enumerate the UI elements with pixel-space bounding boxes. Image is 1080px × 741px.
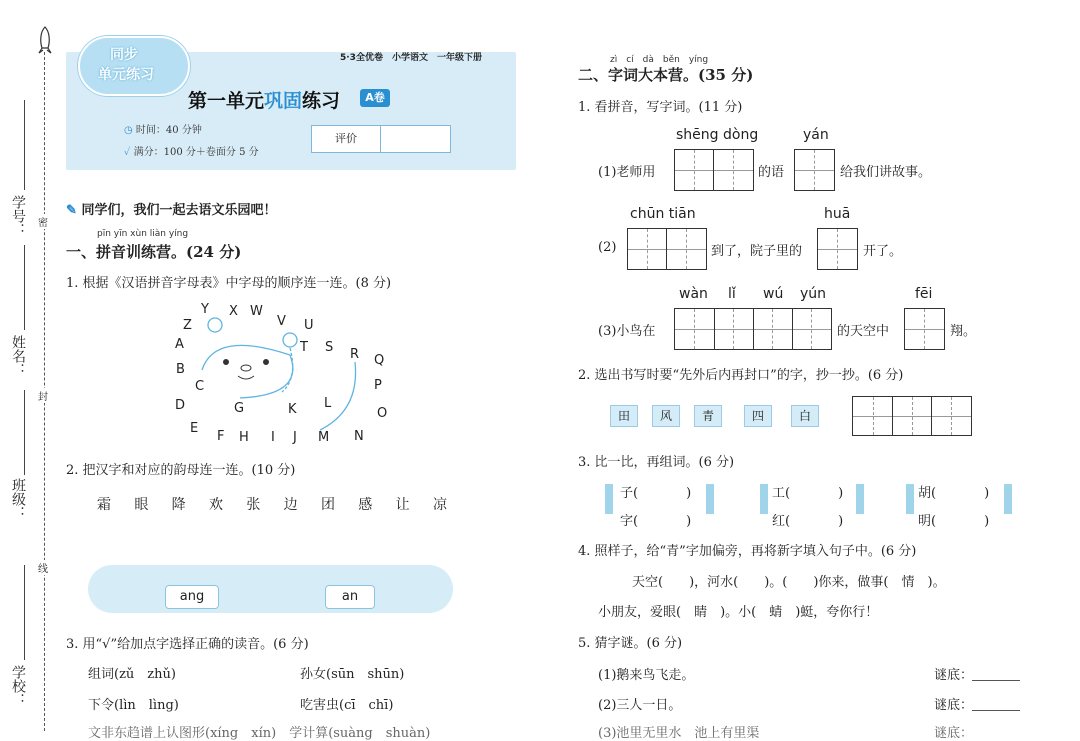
hanzi-char[interactable]: 感 xyxy=(358,497,373,513)
q3-item[interactable]: 文非东趋谱上认图形(xíng xín) 学计算(suàng shuàn) xyxy=(88,726,431,741)
letter-O: O xyxy=(377,406,388,421)
q3-item[interactable]: 吃害虫(cī chī) xyxy=(300,698,394,713)
section1-title: 一、拼音训练营。(24 分) xyxy=(66,243,242,261)
choice-tile[interactable]: 四 xyxy=(744,405,772,427)
page-title xyxy=(188,86,340,113)
answer-label: 谜底： xyxy=(934,668,974,683)
pair-item[interactable]: 明( ) xyxy=(918,514,990,529)
r1-post: 给我们讲故事。 xyxy=(840,165,932,180)
copy-grid[interactable] xyxy=(852,396,972,436)
r3-post: 翔。 xyxy=(950,324,977,339)
section2-title: 二、字词大本营。(35 分) xyxy=(578,66,754,84)
seal-mark-xian: 线 xyxy=(38,560,48,575)
title-part-3: 练习 xyxy=(302,90,341,112)
final-an[interactable]: an xyxy=(325,585,375,609)
student-id-blank[interactable] xyxy=(24,100,25,190)
r2-mid: 到了，院子里的 xyxy=(711,244,803,259)
q4-line-2[interactable]: 小朋友，爱眼( 睛 )。小( 蜻 )蜓，夸你行！ xyxy=(598,605,879,620)
pinyin-wu: wú xyxy=(763,286,784,302)
hanzi-row xyxy=(97,494,447,514)
hanzi-char[interactable]: 眼 xyxy=(134,497,149,513)
letter-F: F xyxy=(217,429,225,444)
pair-item[interactable]: 红( ) xyxy=(772,514,844,529)
s1-q1: 1. 根据《汉语拼音字母表》中字母的顺序连一连。(8 分) xyxy=(66,276,392,291)
pair-item[interactable]: 子( ) xyxy=(620,486,692,501)
write-grid-shengdong[interactable] xyxy=(674,149,754,191)
q3-item[interactable]: 下令(lìn lìng) xyxy=(88,698,179,713)
wave-band xyxy=(88,565,453,613)
hanzi-char[interactable]: 张 xyxy=(246,497,261,513)
hanzi-char[interactable]: 团 xyxy=(320,497,335,513)
choice-tile[interactable]: 青 xyxy=(694,405,722,427)
pinyin-wan: wàn xyxy=(679,286,708,302)
pinyin-chuntian: chūn tiān xyxy=(630,206,696,222)
time-text: 时间：40 分钟 xyxy=(135,125,202,136)
choice-tile[interactable]: 白 xyxy=(791,405,819,427)
rating-blank[interactable] xyxy=(381,126,450,152)
s2-q4: 4. 照样子，给“青”字加偏旁，再将新字填入句子中。(6 分) xyxy=(578,544,917,559)
pair-item[interactable]: 胡( ) xyxy=(918,486,990,501)
class-blank[interactable] xyxy=(24,390,25,475)
letter-V: V xyxy=(277,314,286,329)
letter-D: D xyxy=(175,398,186,413)
final-ang[interactable]: ang xyxy=(165,585,219,609)
bracket-flag xyxy=(605,484,613,514)
section1-pinyin: pīn yīn xùn liàn yíng xyxy=(97,229,189,239)
hanzi-char[interactable]: 凉 xyxy=(432,497,447,513)
letter-K: K xyxy=(288,402,297,417)
series-label: 5·3全优卷 小学语文 一年级下册 xyxy=(340,53,482,63)
letter-T: T xyxy=(300,340,308,355)
pinyin-fei: fēi xyxy=(915,286,933,302)
letter-I: I xyxy=(271,430,275,445)
q3-item[interactable]: 组词(zǔ zhǔ) xyxy=(88,667,176,682)
letter-H: H xyxy=(239,430,249,445)
score-text: 满分：100 分＋卷面分 5 分 xyxy=(133,147,259,158)
pair-item[interactable]: 工( ) xyxy=(772,486,844,501)
riddle-item: (1)鹅来鸟飞走。 xyxy=(598,668,695,683)
intro-text: 同学们，我们一起去语文乐园吧！ xyxy=(81,203,277,218)
pinyin-li: lǐ xyxy=(728,286,736,302)
letter-U: U xyxy=(304,318,314,333)
write-grid-chuntian[interactable] xyxy=(627,228,707,270)
answer-label: 谜底： xyxy=(934,698,974,713)
riddle-item: (3)池里无里水 池上有里渠 xyxy=(598,726,760,741)
class-label: 班级： xyxy=(10,478,26,520)
answer-blank[interactable] xyxy=(972,710,1020,711)
letter-R: R xyxy=(350,347,360,362)
letter-M: M xyxy=(318,430,330,445)
q4-line-1[interactable]: 天空( )，河水( )。( )你来，做事( 情 )。 xyxy=(632,575,946,590)
cloud-line-2: 单元练习 xyxy=(98,67,154,83)
seal-mark-feng: 封 xyxy=(38,388,48,403)
hanzi-char[interactable]: 霜 xyxy=(97,497,111,513)
letter-S: S xyxy=(325,340,334,355)
s1-q3: 3. 用“√”给加点字选择正确的读音。(6 分) xyxy=(66,637,309,652)
pair-item[interactable]: 字( ) xyxy=(620,514,692,529)
letter-B: B xyxy=(176,362,185,377)
clock-icon: ◷ xyxy=(124,125,133,136)
letter-C: C xyxy=(195,379,205,394)
letter-W: W xyxy=(250,304,263,319)
letter-L: L xyxy=(324,396,332,411)
hanzi-char[interactable]: 欢 xyxy=(208,497,223,513)
s2-q3: 3. 比一比，再组词。(6 分) xyxy=(578,455,735,470)
write-grid-yan[interactable] xyxy=(794,149,835,191)
bracket-flag xyxy=(906,484,914,514)
choice-tile[interactable]: 田 xyxy=(610,405,638,427)
s2-q1: 1. 看拼音，写字词。(11 分) xyxy=(578,100,743,115)
school-blank[interactable] xyxy=(24,565,25,660)
letter-G: G xyxy=(234,401,245,416)
school-label: 学校： xyxy=(10,665,26,707)
letter-P: P xyxy=(374,378,382,393)
answer-label: 谜底： xyxy=(934,726,974,741)
title-part-1: 第一单元 xyxy=(188,90,265,112)
r3-mid: 的天空中 xyxy=(837,324,890,339)
answer-blank[interactable] xyxy=(972,680,1020,681)
pencil-icon: ✎ xyxy=(66,203,77,218)
rating-box xyxy=(311,125,451,153)
write-grid-fei[interactable] xyxy=(904,308,945,350)
version-badge: A卷 xyxy=(360,89,390,107)
score-info xyxy=(124,143,259,158)
rating-label: 评价 xyxy=(312,126,381,152)
q3-item[interactable]: 孙女(sūn shūn) xyxy=(300,667,405,682)
pinyin-hua: huā xyxy=(824,206,851,222)
check-circle-icon: ✓ xyxy=(124,147,131,158)
section2-pinyin: zì cí dà běn yíng xyxy=(610,55,709,65)
letter-X: X xyxy=(229,304,238,319)
letter-E: E xyxy=(190,421,199,436)
hanzi-char[interactable]: 让 xyxy=(395,497,410,513)
intro-line xyxy=(66,199,276,218)
riddle-item: (2)三人一日。 xyxy=(598,698,682,713)
letter-A: A xyxy=(175,337,184,352)
name-blank[interactable] xyxy=(24,245,25,330)
cloud-line-1: 同步 xyxy=(110,47,138,63)
seal-mark-mi: 密 xyxy=(38,214,48,229)
time-info xyxy=(124,121,202,136)
letter-Q: Q xyxy=(374,353,385,368)
rocket-icon xyxy=(36,26,54,54)
letter-J: J xyxy=(293,430,297,445)
s2-q5: 5. 猜字谜。(6 分) xyxy=(578,636,683,651)
r3-pre: (3)小鸟在 xyxy=(598,324,656,339)
bracket-flag xyxy=(856,484,864,514)
letter-Z: Z xyxy=(183,318,192,333)
s1-q2: 2. 把汉字和对应的韵母连一连。(10 分) xyxy=(66,463,296,478)
choice-tile[interactable]: 风 xyxy=(652,405,680,427)
pinyin-yun: yún xyxy=(800,286,827,302)
unit-practice-cloud xyxy=(78,36,190,96)
name-label: 姓名： xyxy=(10,335,26,377)
r2-post: 开了。 xyxy=(863,244,903,259)
bracket-flag xyxy=(1004,484,1012,514)
letter-Y: Y xyxy=(201,302,209,317)
bracket-flag xyxy=(706,484,714,514)
r2-pre: (2) xyxy=(598,240,617,255)
write-grid-hua[interactable] xyxy=(817,228,858,270)
s2-q2: 2. 选出书写时要“先外后内再封口”的字，抄一抄。(6 分) xyxy=(578,368,904,383)
letter-N: N xyxy=(354,429,364,444)
r1-pre: (1)老师用 xyxy=(598,165,656,180)
student-id-label: 学号： xyxy=(10,195,26,237)
pinyin-yan: yán xyxy=(803,127,829,143)
bracket-flag xyxy=(760,484,768,514)
title-part-2: 巩固 xyxy=(264,90,303,112)
binding-margin xyxy=(0,0,58,731)
r1-mid: 的语 xyxy=(758,165,785,180)
pinyin-shengdong: shēng dòng xyxy=(676,127,759,143)
hanzi-char[interactable]: 降 xyxy=(171,497,186,513)
hanzi-char[interactable]: 边 xyxy=(283,497,298,513)
write-grid-wanliwuyun[interactable] xyxy=(674,308,832,350)
